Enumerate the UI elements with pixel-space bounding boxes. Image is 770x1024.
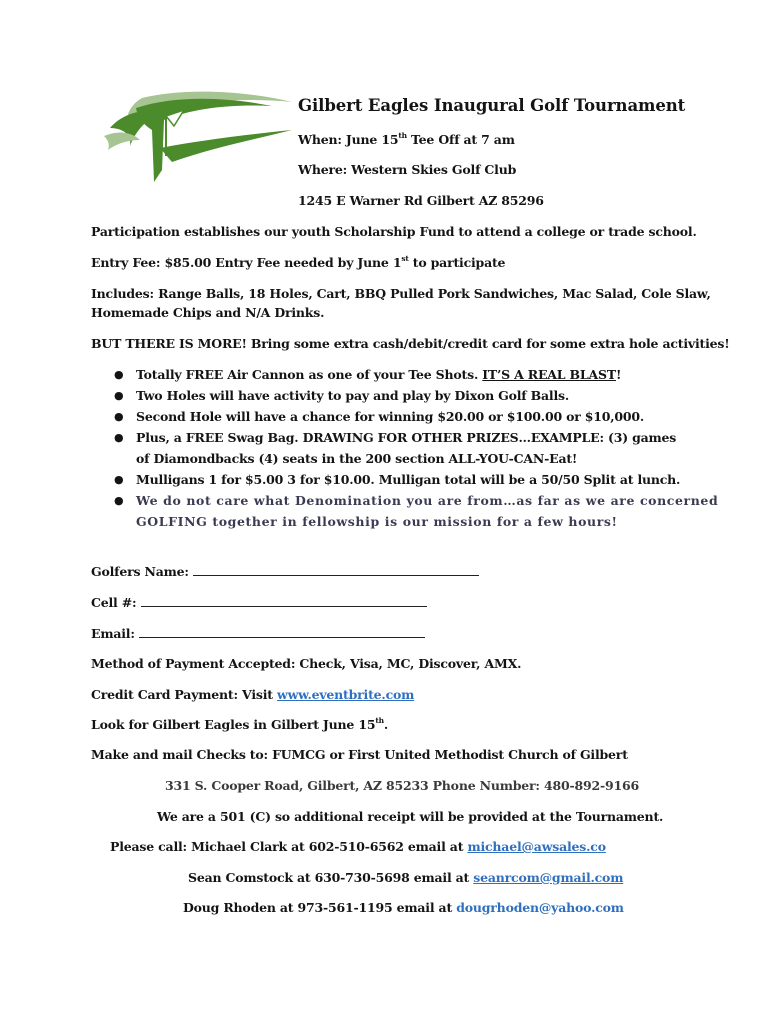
cell-field[interactable]: Cell #: (91, 595, 427, 610)
bullet-second-hole: Second Hole will have a chance for winning $20.00 or $100.00 or $10,000. (136, 409, 645, 424)
contact-doug: Doug Rhoden at 973-561-1195 email at dougrhoden@yahoo.com (183, 900, 624, 915)
bullet-icon: ● (114, 410, 124, 423)
look-for-text: Look for Gilbert Eagles in Gilbert June 15th. (91, 716, 389, 732)
golfer-name-blank[interactable] (193, 564, 479, 576)
email-field[interactable]: Email: (91, 626, 425, 641)
bullet-air-cannon: Totally FREE Air Cannon as one of your Tee Shots. IT’S A REAL BLAST! (136, 367, 622, 382)
contact-sean: Sean Comstock at 630-730-5698 email at seanrcom@gmail.com (188, 870, 624, 885)
credit-card-payment: Credit Card Payment: Visit www.eventbrite.com (91, 687, 415, 702)
golfer-name-field[interactable]: Golfers Name: (91, 564, 479, 579)
bullet-icon: ● (114, 494, 124, 507)
payment-methods: Method of Payment Accepted: Check, Visa, MC, Discover, AMX. (91, 656, 522, 671)
bullet-swag-line-1: Plus, a FREE Swag Bag. DRAWING FOR OTHER PRIZES…EXAMPLE: (3) games (136, 430, 677, 445)
where-line: Where: Western Skies Golf Club (298, 162, 517, 177)
bullet-two-holes: Two Holes will have activity to pay and play by Dixon Golf Balls. (136, 388, 569, 403)
when-line: When: June 15th Tee Off at 7 am (298, 131, 515, 147)
contact-michael: Please call: Michael Clark at 602-510-6562 email at michael@awsales.co (110, 839, 606, 854)
mail-checks-text: Make and mail Checks to: FUMCG or First United Methodist Church of Gilbert (91, 747, 628, 762)
bullet-denomination-line-1: We do not care what Denomination you are from…as far as we are concerned (136, 493, 719, 508)
bullet-icon: ● (114, 431, 124, 444)
receipt-text: We are a 501 (C) so additional receipt will be provided at the Tournament. (157, 809, 664, 824)
bullet-icon: ● (114, 389, 124, 402)
more-text: BUT THERE IS MORE! Bring some extra cash/debit/credit card for some extra hole activities! (91, 336, 730, 351)
includes-line-1: Includes: Range Balls, 18 Holes, Cart, BBQ Pulled Pork Sandwiches, Mac Salad, Cole Slaw, (91, 286, 711, 301)
eagle-golf-flag-logo (102, 90, 292, 185)
bullet-icon: ● (114, 473, 124, 486)
includes-line-2: Homemade Chips and N/A Drinks. (91, 305, 325, 320)
bullet-icon: ● (114, 368, 124, 381)
cell-blank[interactable] (141, 595, 427, 607)
sean-email-link[interactable]: seanrcom@gmail.com (473, 870, 624, 885)
participation-text: Participation establishes our youth Scholarship Fund to attend a college or trade school. (91, 224, 697, 239)
entry-fee-text: Entry Fee: $85.00 Entry Fee needed by June 1st to participate (91, 254, 506, 270)
eventbrite-link[interactable]: www.eventbrite.com (277, 687, 415, 702)
bullet-swag-line-2: of Diamondbacks (4) seats in the 200 section ALL-YOU-CAN-Eat! (136, 451, 578, 466)
michael-email-link[interactable]: michael@awsales.co (467, 839, 606, 854)
address-line: 1245 E Warner Rd Gilbert AZ 85296 (298, 193, 544, 208)
doug-email-link[interactable]: dougrhoden@yahoo.com (456, 900, 624, 915)
church-address: 331 S. Cooper Road, Gilbert, AZ 85233 Phone Number: 480-892-9166 (165, 778, 639, 793)
page-title: Gilbert Eagles Inaugural Golf Tournament (298, 96, 686, 115)
email-blank[interactable] (139, 626, 425, 638)
bullet-mulligans: Mulligans 1 for $5.00 3 for $10.00. Mulligan total will be a 50/50 Split at lunch. (136, 472, 681, 487)
bullet-denomination-line-2: GOLFING together in fellowship is our mission for a few hours! (136, 514, 618, 529)
